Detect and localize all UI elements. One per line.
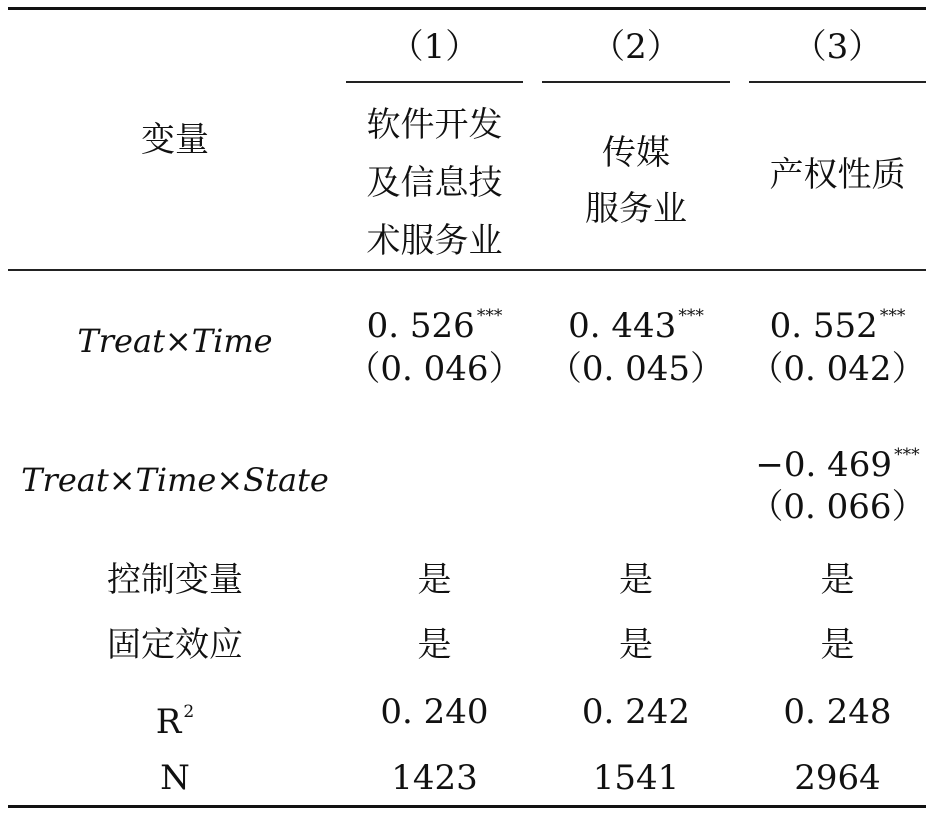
column-3-number: （3） xyxy=(792,27,883,67)
value-cell: 是 xyxy=(619,560,653,600)
column-2-underline xyxy=(542,81,730,83)
significance-stars: *** xyxy=(879,306,906,326)
column-3-name-line: 产权性质 xyxy=(769,155,906,195)
significance-stars: *** xyxy=(894,445,920,465)
value-cell: 0. 242 xyxy=(581,692,691,732)
value-cell: 是 xyxy=(619,625,653,665)
se-cell: （0. 066） xyxy=(749,487,926,527)
coef-value: 0. 443 xyxy=(568,306,677,346)
significance-stars: *** xyxy=(678,306,704,326)
coef-value: 0. 552 xyxy=(769,306,878,346)
column-1-name-line: 软件开发 xyxy=(366,105,503,145)
value-cell: 是 xyxy=(417,560,452,600)
column-2-name-line: 传媒 xyxy=(602,133,670,173)
value-cell: 0. 240 xyxy=(380,692,489,732)
coef-value: −0. 469 xyxy=(755,445,893,485)
coef-cell xyxy=(346,297,523,345)
column-1-underline xyxy=(346,81,523,83)
column-1-name-line: 术服务业 xyxy=(366,221,503,261)
significance-stars: *** xyxy=(476,306,503,326)
variable-header: 变量 xyxy=(141,120,209,160)
se-cell: （0. 046） xyxy=(346,349,523,389)
coef-cell xyxy=(542,297,730,345)
column-3-name xyxy=(749,155,926,195)
column-3-underline xyxy=(749,81,926,83)
column-2-number: （2） xyxy=(591,27,681,67)
value-cell: 是 xyxy=(820,560,855,600)
column-2-name xyxy=(542,125,730,237)
r-squared-exponent: 2 xyxy=(183,702,195,722)
value-cell: 0. 248 xyxy=(783,692,892,732)
coef-cell xyxy=(749,297,926,345)
coef-cell xyxy=(749,436,926,484)
se-cell: （0. 042） xyxy=(749,349,926,389)
row-label-n: N xyxy=(160,758,190,798)
table-top-rule xyxy=(8,7,926,10)
coef-value: 0. 526 xyxy=(366,306,475,346)
value-cell: 1541 xyxy=(592,758,680,798)
column-2-name-line: 服务业 xyxy=(585,189,687,229)
column-1-name-line: 及信息技 xyxy=(366,163,503,203)
value-cell: 是 xyxy=(417,625,452,665)
value-cell: 1423 xyxy=(391,758,478,798)
value-cell: 2964 xyxy=(794,758,881,798)
value-cell: 是 xyxy=(820,625,855,665)
row-label-r-squared xyxy=(0,693,350,741)
se-cell: （0. 045） xyxy=(547,349,725,389)
row-label-treat-time: Treat×Time xyxy=(77,322,273,360)
column-1-name xyxy=(346,96,523,270)
row-label-treat-time-state: Treat×Time×State xyxy=(21,461,329,499)
table-bottom-rule xyxy=(8,805,926,808)
column-1-number: （1） xyxy=(389,27,480,67)
row-label-fixed-effects: 固定效应 xyxy=(107,625,243,665)
r-squared-base: R xyxy=(155,702,182,742)
row-label-controls: 控制变量 xyxy=(107,560,243,600)
